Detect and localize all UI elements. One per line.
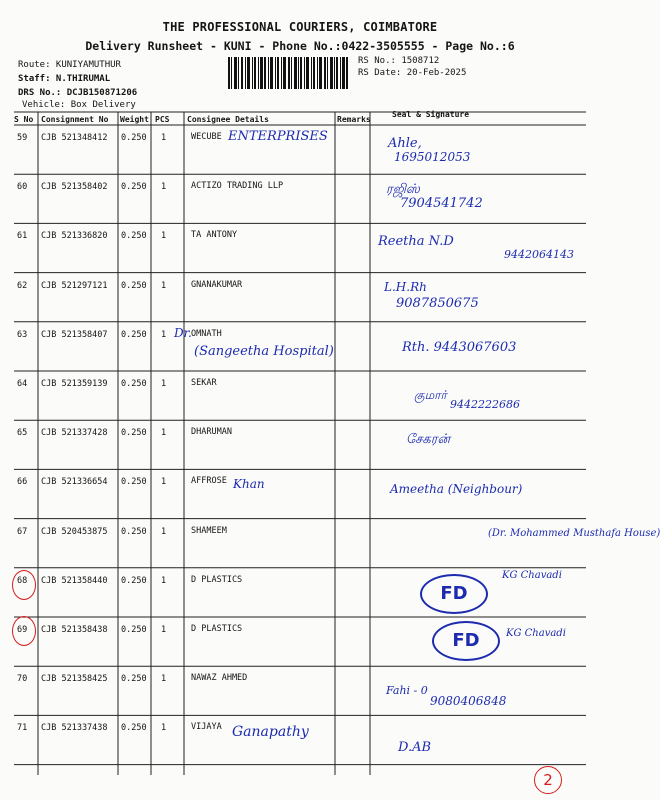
- pieces-count: 1: [161, 182, 167, 193]
- consignee-name: OMNATH: [191, 328, 222, 339]
- consignment-number: CJB 520453875: [41, 526, 108, 537]
- route-label: Route: KUNIYAMUTHUR: [18, 60, 121, 70]
- fd-stamp: FD: [432, 621, 500, 661]
- weight-value: 0.250: [121, 329, 147, 340]
- signature-text: சேகரன்: [406, 432, 451, 447]
- pieces-count: 1: [161, 575, 167, 586]
- consignee-name: NAWAZ AHMED: [191, 673, 248, 684]
- signature-phone: KG Chavadi: [506, 628, 566, 639]
- pieces-count: 1: [161, 723, 167, 734]
- weight-value: 0.250: [121, 477, 147, 488]
- serial-number: 70: [17, 674, 28, 685]
- serial-number: 65: [17, 428, 28, 439]
- weight-value: 0.250: [121, 625, 147, 635]
- consignee-name: SEKAR: [191, 378, 217, 388]
- signature-phone: 9087850675: [396, 296, 479, 311]
- barcode-image: [228, 57, 348, 89]
- consignment-number: CJB 521336654: [41, 477, 108, 488]
- header-seal: Seal & Signature: [392, 110, 470, 119]
- consignment-number: CJB 521358438: [41, 625, 108, 635]
- consignee-handwritten: Khan: [233, 477, 265, 491]
- consignee-name: SHAMEEM: [191, 525, 227, 536]
- pieces-count: 1: [161, 477, 167, 488]
- pieces-count: 1: [161, 625, 167, 635]
- staff-label: Staff: N.THIRUMAL: [18, 74, 111, 84]
- weight-value: 0.250: [121, 526, 147, 537]
- consignee-name: D PLASTICS: [191, 624, 243, 634]
- header-sno: S No: [14, 115, 34, 124]
- pieces-count: 1: [161, 379, 167, 389]
- consignee-name: GNANAKUMAR: [191, 279, 243, 290]
- consignment-number: CJB 521358425: [41, 674, 108, 685]
- signature-text: Reetha N.D: [378, 234, 454, 249]
- serial-number: 64: [17, 379, 28, 389]
- consignment-number: CJB 521348412: [41, 133, 108, 143]
- serial-number: 61: [17, 231, 28, 242]
- rs-number: RS No.: 1508712: [358, 56, 440, 66]
- dr-prefix: Dr.: [174, 326, 192, 340]
- pieces-count: 1: [161, 133, 167, 143]
- signature-text: Ahle,: [388, 136, 422, 151]
- header-weight: Weight: [120, 115, 149, 124]
- header-pcs: PCS: [155, 115, 170, 124]
- drs-label: DRS No.: DCJB150871206: [18, 88, 138, 98]
- consignment-number: CJB 521358402: [41, 182, 108, 193]
- signature-phone: 9442222686: [450, 398, 520, 411]
- consignee-name: ACTIZO TRADING LLP: [191, 181, 284, 192]
- signature-text: Rth. 9443067603: [402, 340, 517, 355]
- pieces-count: 1: [161, 329, 167, 340]
- fd-stamp: FD: [420, 574, 488, 614]
- serial-number: 59: [17, 133, 28, 143]
- pieces-count: 1: [161, 428, 167, 439]
- vehicle-label: Vehicle: Box Delivery: [22, 100, 136, 110]
- signature-text: Ameetha (Neighbour): [390, 482, 523, 496]
- header-consignment: Consignment No: [41, 115, 109, 124]
- signature-phone: KG Chavadi: [502, 570, 562, 581]
- consignee-handwritten: (Sangeetha Hospital): [194, 344, 334, 359]
- red-circle-69: [12, 616, 36, 646]
- weight-value: 0.250: [121, 379, 147, 389]
- weight-value: 0.250: [121, 428, 147, 439]
- consignee-name: DHARUMAN: [191, 427, 232, 438]
- consignment-number: CJB 521297121: [41, 280, 108, 291]
- signature-phone: 7904541742: [400, 196, 483, 211]
- serial-number: 68: [17, 575, 28, 586]
- consignee-name: AFFROSE: [191, 476, 227, 487]
- consignment-number: CJB 521358407: [41, 329, 108, 340]
- weight-value: 0.250: [121, 133, 147, 143]
- serial-number: 66: [17, 477, 28, 488]
- pieces-count: 1: [161, 280, 167, 291]
- weight-value: 0.250: [121, 674, 147, 685]
- rs-date: RS Date: 20-Feb-2025: [358, 68, 467, 78]
- weight-value: 0.250: [121, 231, 147, 242]
- serial-number: 60: [17, 182, 28, 193]
- signature-text: (Dr. Mohammed Musthafa House): [488, 528, 660, 539]
- runsheet-subtitle: Delivery Runsheet - KUNI - Phone No.:0422-3505555 - Page No.:6: [85, 39, 515, 53]
- serial-number: 71: [17, 723, 28, 734]
- signature-text: D.AB: [398, 740, 432, 755]
- weight-value: 0.250: [121, 723, 147, 734]
- signature-text: ரஜிஸ்: [386, 182, 420, 197]
- signature-text: குமார்: [414, 388, 447, 402]
- consignee-name: TA ANTONY: [191, 230, 238, 241]
- pieces-count: 1: [161, 231, 167, 242]
- page-mark: 2: [534, 766, 562, 794]
- consignment-number: CJB 521358440: [41, 575, 108, 586]
- company-title: THE PROFESSIONAL COURIERS, COIMBATORE: [162, 20, 438, 34]
- consignment-number: CJB 521336820: [41, 231, 108, 242]
- pieces-count: 1: [161, 526, 167, 537]
- consignee-handwritten: ENTERPRISES: [228, 129, 328, 144]
- signature-phone: 9442064143: [504, 248, 574, 261]
- serial-number: 67: [17, 526, 28, 537]
- pieces-count: 1: [161, 674, 167, 685]
- consignment-number: CJB 521359139: [41, 379, 108, 389]
- weight-value: 0.250: [121, 280, 147, 291]
- serial-number: 69: [17, 625, 28, 635]
- serial-number: 62: [17, 280, 28, 291]
- consignment-number: CJB 521337428: [41, 428, 108, 439]
- signature-text: L.H.Rh: [384, 280, 427, 294]
- consignee-name: WECUBE: [191, 132, 222, 142]
- weight-value: 0.250: [121, 182, 147, 193]
- consignee-handwritten: Ganapathy: [232, 724, 309, 740]
- header-consignee: Consignee Details: [187, 115, 269, 124]
- signature-phone: 9080406848: [430, 694, 507, 708]
- consignee-name: VIJAYA: [191, 722, 222, 733]
- serial-number: 63: [17, 329, 28, 340]
- consignee-name: D PLASTICS: [191, 574, 243, 585]
- header-remarks: Remarks: [337, 115, 371, 124]
- consignment-number: CJB 521337438: [41, 723, 108, 734]
- weight-value: 0.250: [121, 575, 147, 586]
- red-circle-68: [12, 570, 36, 600]
- signature-phone: 1695012053: [394, 150, 471, 164]
- signature-text: Fahi - 0: [386, 684, 428, 697]
